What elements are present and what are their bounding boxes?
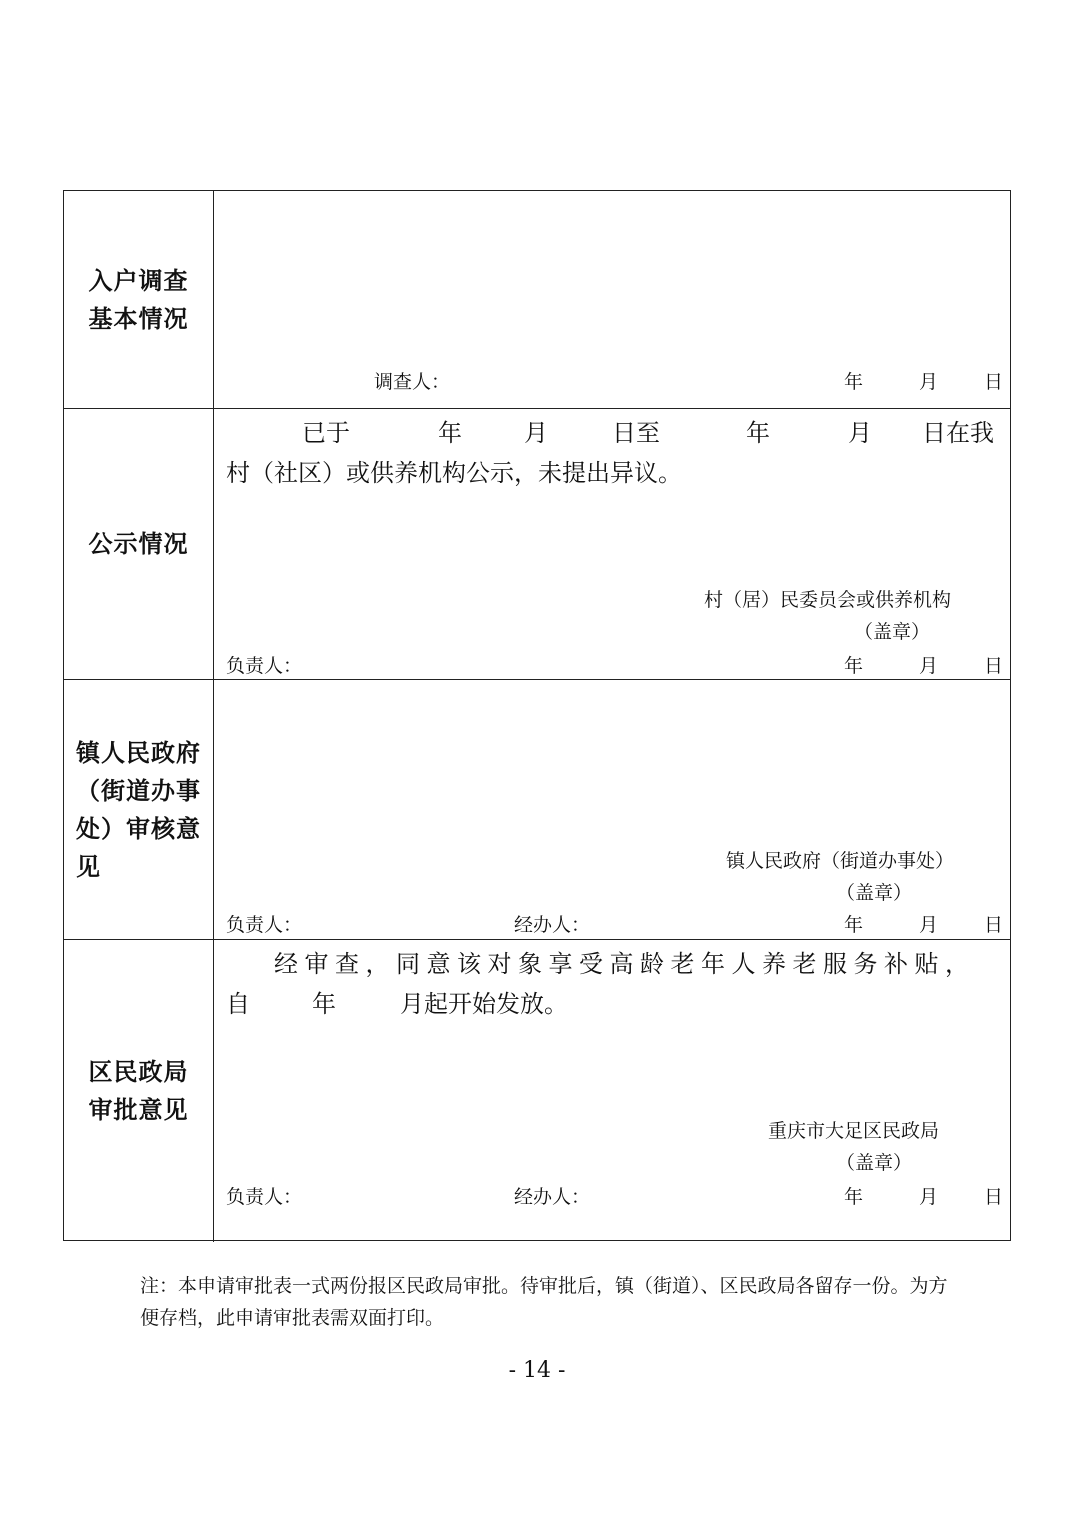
town-day: 日 bbox=[984, 914, 1004, 936]
town-seal: （盖章） bbox=[836, 882, 913, 904]
town-year: 年 bbox=[844, 914, 864, 936]
pub-text-3: 月 bbox=[524, 419, 548, 447]
town-responsible: 负责人： bbox=[226, 914, 303, 936]
dist-month: 月 bbox=[919, 1186, 939, 1208]
row-survey bbox=[64, 191, 1010, 409]
town-org: 镇人民政府（街道办事处） bbox=[726, 850, 955, 872]
town-handler: 经办人： bbox=[514, 914, 591, 936]
row-label-publicity: 公示情况 bbox=[64, 409, 214, 679]
pub-text-2: 年 bbox=[438, 419, 462, 447]
row-publicity bbox=[64, 409, 1010, 680]
dist-text-2b: 年 bbox=[312, 990, 336, 1018]
investigator-label: 调查人： bbox=[374, 371, 451, 393]
dist-text-line1: 经审查，同意该对象享受高龄老年人养老服务补贴， bbox=[274, 950, 976, 978]
dist-responsible: 负责人： bbox=[226, 1186, 303, 1208]
pub-text-line2: 村（社区）或供养机构公示，未提出异议。 bbox=[226, 459, 682, 487]
approval-table bbox=[63, 190, 1011, 1241]
date-year: 年 bbox=[844, 371, 864, 393]
dist-handler: 经办人： bbox=[514, 1186, 591, 1208]
row-label-survey: 入户调查 基本情况 bbox=[64, 191, 214, 408]
pub-month: 月 bbox=[919, 655, 939, 677]
pub-text-1: 已于 bbox=[302, 419, 350, 447]
row-content-district bbox=[214, 940, 1010, 1242]
pub-text-5: 年 bbox=[746, 419, 770, 447]
row-content-town bbox=[214, 680, 1010, 939]
dist-org: 重庆市大足区民政局 bbox=[768, 1120, 940, 1142]
pub-text-6: 月 bbox=[848, 419, 872, 447]
row-label-town: 镇人民政府 （街道办事 处）审核意 见 bbox=[64, 680, 214, 939]
dist-text-2c: 月起开始发放。 bbox=[400, 990, 568, 1018]
row-content-survey bbox=[214, 191, 1010, 408]
dist-text-2a: 自 bbox=[226, 990, 250, 1018]
dist-day: 日 bbox=[984, 1186, 1004, 1208]
pub-day: 日 bbox=[984, 655, 1004, 677]
town-month: 月 bbox=[919, 914, 939, 936]
pub-text-4: 日至 bbox=[612, 419, 660, 447]
pub-responsible: 负责人： bbox=[226, 655, 303, 677]
date-month: 月 bbox=[919, 371, 939, 393]
date-day: 日 bbox=[984, 371, 1004, 393]
dist-seal: （盖章） bbox=[836, 1152, 913, 1174]
pub-seal: （盖章） bbox=[854, 621, 931, 643]
pub-year: 年 bbox=[844, 655, 864, 677]
row-label-district: 区民政局 审批意见 bbox=[64, 940, 214, 1242]
dist-year: 年 bbox=[844, 1186, 864, 1208]
row-town bbox=[64, 680, 1010, 940]
row-content-publicity bbox=[214, 409, 1010, 679]
pub-org: 村（居）民委员会或供养机构 bbox=[704, 589, 952, 611]
footnote: 注：本申请审批表一式两份报区民政局审批。待审批后，镇（街道）、区民政局各留存一份。为方便存档，此申请审批表需双面打印。 bbox=[140, 1275, 948, 1329]
page-number: - 14 - bbox=[508, 1358, 566, 1383]
row-district bbox=[64, 940, 1010, 1242]
pub-text-7: 日在我 bbox=[922, 419, 994, 447]
